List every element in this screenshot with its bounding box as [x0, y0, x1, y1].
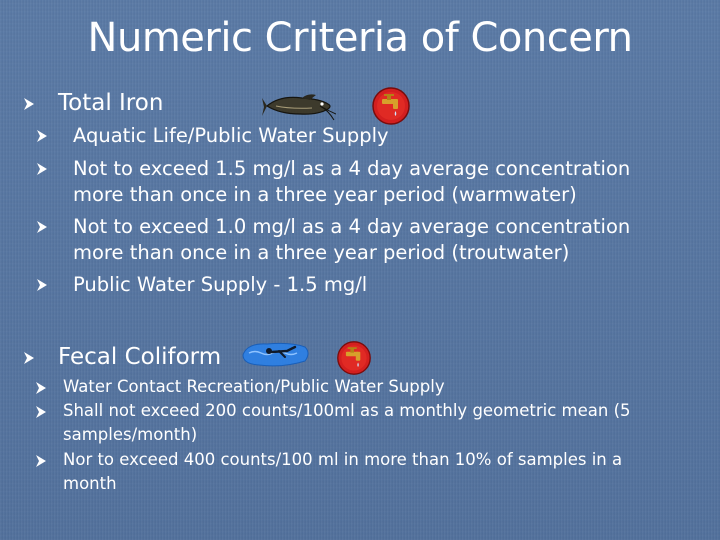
list-item: Public Water Supply - 1.5 mg/l — [73, 273, 368, 296]
bullet-arrow-icon — [35, 381, 47, 395]
list-item: Water Contact Recreation/Public Water Supply — [63, 377, 445, 396]
list-item-continuation: more than once in a three year period (troutwater) — [73, 241, 570, 264]
bullet-arrow-icon — [36, 220, 48, 234]
list-item: Not to exceed 1.5 mg/l as a 4 day average concentration — [73, 157, 631, 180]
bullet-arrow-icon — [35, 454, 47, 468]
bullet-arrow-icon — [36, 129, 48, 143]
list-item-continuation: samples/month) — [63, 425, 198, 444]
faucet-icon — [336, 340, 372, 380]
swimmer-icon — [239, 339, 311, 373]
list-item: Not to exceed 1.0 mg/l as a 4 day average concentration — [73, 215, 631, 238]
list-item: Shall not exceed 200 counts/100ml as a monthly geometric mean (5 — [63, 401, 631, 420]
list-item: Nor to exceed 400 counts/100 ml in more than 10% of samples in a — [63, 450, 623, 469]
list-item-continuation: month — [63, 474, 117, 493]
bullet-arrow-icon — [23, 97, 35, 111]
section-heading-total-iron: Total Iron — [58, 90, 164, 116]
bullet-arrow-icon — [35, 405, 47, 419]
slide-title: Numeric Criteria of Concern — [87, 15, 633, 61]
list-item: Aquatic Life/Public Water Supply — [73, 124, 389, 147]
section-heading-fecal-coliform: Fecal Coliform — [58, 344, 222, 370]
bullet-arrow-icon — [36, 162, 48, 176]
list-item-continuation: more than once in a three year period (warmwater) — [73, 183, 577, 206]
bullet-arrow-icon — [36, 278, 48, 292]
bullet-arrow-icon — [23, 351, 35, 365]
